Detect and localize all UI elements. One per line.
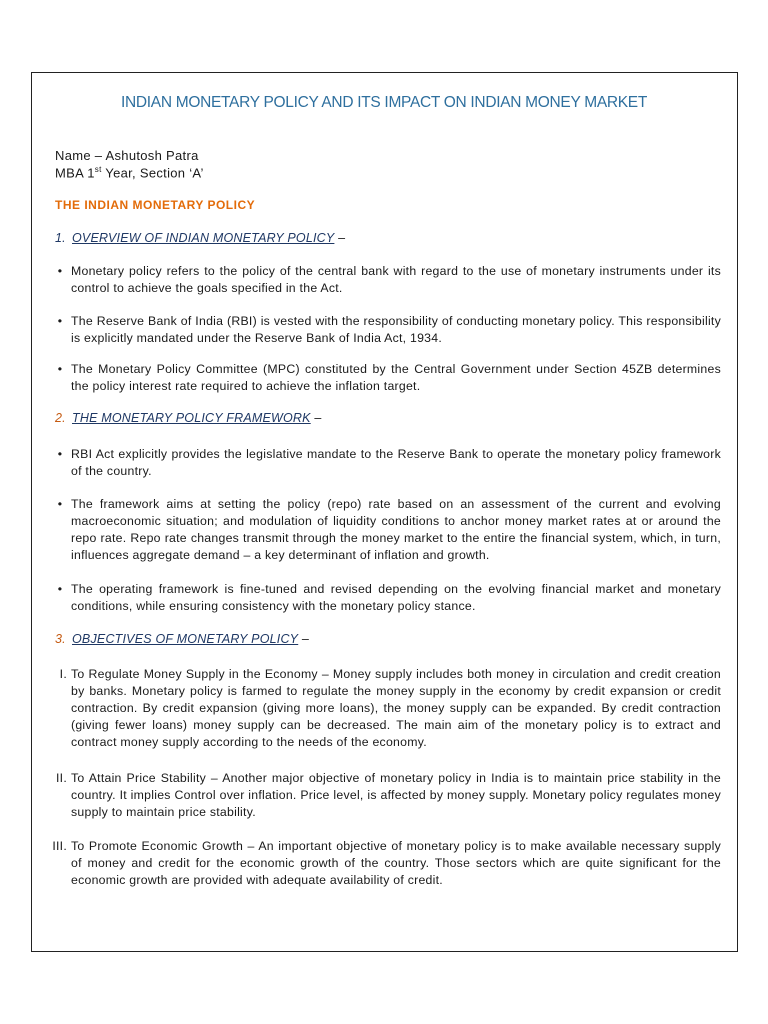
roman-numeral: III. — [52, 839, 67, 853]
list-item: II. To Attain Price Stability – Another major objective of monetary policy in India is to maintain price stability in the country. It implies Control over inflation. Price level, is affected by money supply. Monetary policy regulates money supply to maintain price stability. — [71, 770, 721, 821]
section-title: THE INDIAN MONETARY POLICY — [55, 198, 256, 212]
heading-overview: 1. OVERVIEW OF INDIAN MONETARY POLICY – — [55, 231, 346, 245]
list-item: I. To Regulate Money Supply in the Economy – Money supply includes both money in circulation and credit creation by banks. Monetary policy is farmed to regulate the money supply in the economy by credit expansion or credit contraction. By credit expansion (giving more loans), the money supply can be expanded. By credit contraction (giving fewer loans) money supply can be decreased. The main aim of the monetary policy is to extract and contract money supply according to the needs of the economy. — [71, 666, 721, 751]
author-line: Name – Ashutosh Patra — [55, 148, 199, 163]
bullet-icon: • — [57, 264, 63, 278]
list-item: • The operating framework is fine-tuned and revised depending on the evolving financial market and monetary conditions, while ensuring consistency with the monetary policy stance. — [71, 581, 721, 615]
heading-objectives: 3. OBJECTIVES OF MONETARY POLICY – — [55, 632, 310, 646]
roman-numeral: I. — [59, 667, 67, 681]
list-item: • RBI Act explicitly provides the legislative mandate to the Reserve Bank to operate the monetary policy framework of the country. — [71, 446, 721, 480]
list-item: III. To Promote Economic Growth – An important objective of monetary policy is to make available necessary supply of money and credit for the economic growth of the country. Those sectors which are quite significant for the economic growth are provided with adequate availability of credit. — [71, 838, 721, 889]
course-line: MBA 1st Year, Section ‘A’ — [55, 165, 204, 181]
bullet-icon: • — [57, 447, 63, 461]
bullet-icon: • — [57, 582, 63, 596]
list-item: • Monetary policy refers to the policy of the central bank with regard to the use of monetary instruments under its control to achieve the goals specified in the Act. — [71, 263, 721, 297]
document-title: INDIAN MONETARY POLICY AND ITS IMPACT ON INDIAN MONEY MARKET — [120, 94, 648, 111]
bullet-icon: • — [57, 362, 63, 376]
heading-framework: 2. THE MONETARY POLICY FRAMEWORK – — [55, 411, 322, 425]
bullet-icon: • — [57, 497, 63, 511]
list-item: • The Monetary Policy Committee (MPC) constituted by the Central Government under Section 45ZB determines the policy interest rate required to achieve the inflation target. — [71, 361, 721, 395]
roman-numeral: II. — [56, 771, 67, 785]
list-item: • The framework aims at setting the policy (repo) rate based on an assessment of the current and evolving macroeconomic situation; and modulation of liquidity conditions to anchor money market rates at or around the repo rate. Repo rate changes transmit through the money market to the entire the financial system, which, in turn, influences aggregate demand – a key determinant of inflation and growth. — [71, 496, 721, 564]
list-item: • The Reserve Bank of India (RBI) is vested with the responsibility of conducting monetary policy. This responsibility is explicitly mandated under the Reserve Bank of India Act, 1934. — [71, 313, 721, 347]
bullet-icon: • — [57, 314, 63, 328]
